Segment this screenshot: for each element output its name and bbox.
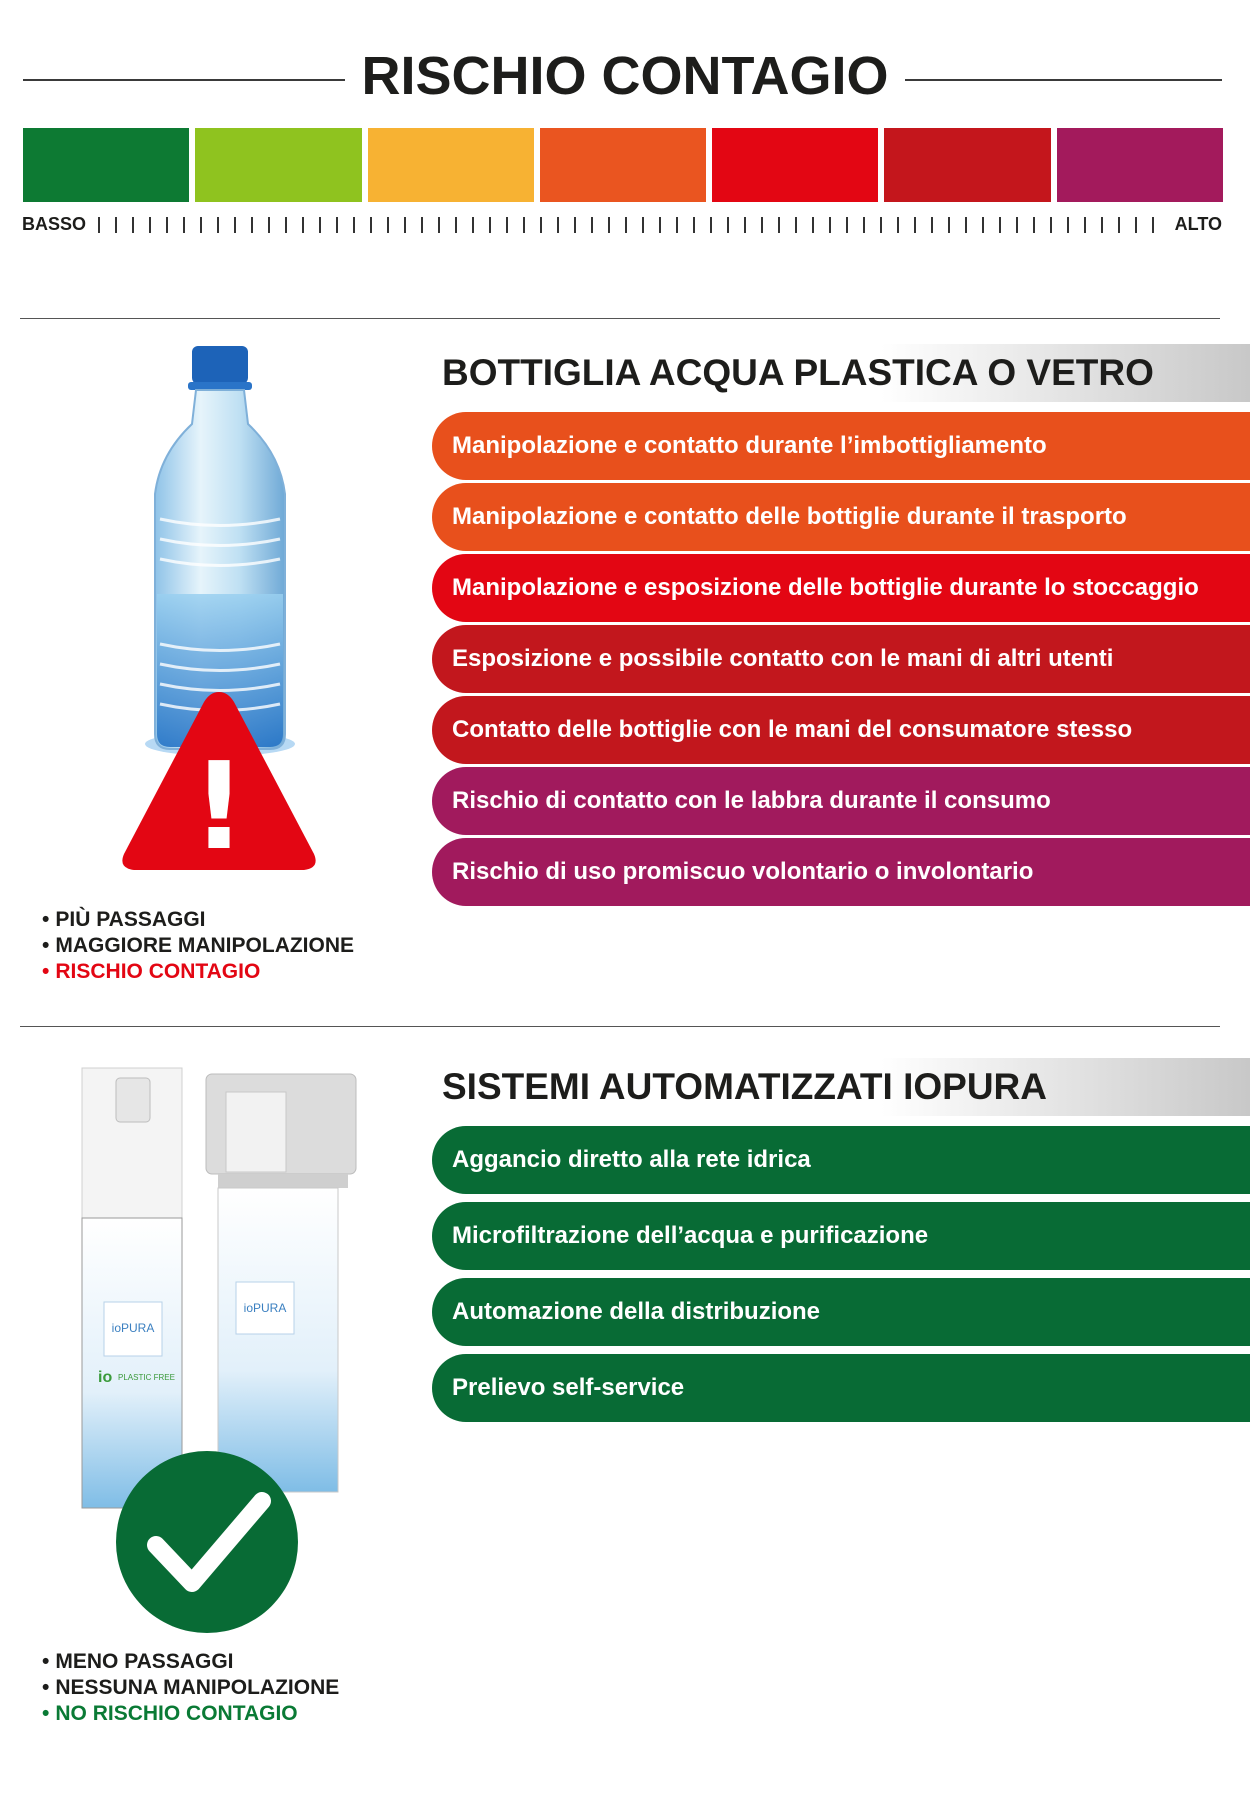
scale-ticks	[98, 217, 1156, 233]
bottle-risk-item: Manipolazione e contatto delle bottiglie durante il trasporto	[432, 483, 1250, 551]
front-plastic-free-badge: PLASTIC FREE	[118, 1373, 175, 1382]
iopura-bullet-list	[42, 1649, 339, 1727]
bottle-risk-item: Manipolazione e esposizione delle bottiglie durante lo stoccaggio	[432, 554, 1250, 622]
bottle-risk-item: Contatto delle bottiglie con le mani del consumatore stesso	[432, 696, 1250, 764]
scale-high-label: ALTO	[1174, 214, 1222, 234]
iopura-feature-item: Microfiltrazione dell’acqua e purificazione	[432, 1202, 1250, 1270]
bottle-risk-item: Manipolazione e contatto durante l’imbottigliamento	[432, 412, 1250, 480]
bottle-bullet-list	[42, 907, 354, 985]
bullet-point: • NO RISCHIO CONTAGIO	[42, 1701, 339, 1727]
bullet-point: • MAGGIORE MANIPOLAZIONE	[42, 933, 354, 959]
page-title-text: RISCHIO CONTAGIO	[345, 46, 904, 106]
bottle-risk-item: Rischio di uso promiscuo volontario o involontario	[432, 838, 1250, 906]
divider-top	[20, 318, 1220, 319]
scale-segment-3	[368, 128, 540, 202]
risk-scale-labels	[22, 214, 1222, 236]
iopura-feature-item: Automazione della distribuzione	[432, 1278, 1250, 1346]
bullet-point: • PIÙ PASSAGGI	[42, 907, 354, 933]
bullet-point: • RISCHIO CONTAGIO	[42, 959, 354, 985]
bottle-risk-item: Esposizione e possibile contatto con le mani di altri utenti	[432, 625, 1250, 693]
scale-segment-1	[23, 128, 195, 202]
bullet-point: • MENO PASSAGGI	[42, 1649, 339, 1675]
risk-color-scale	[23, 128, 1223, 202]
front-brand-label: ioPURA	[111, 1321, 155, 1335]
warning-triangle-icon	[118, 686, 320, 876]
scale-segment-7	[1057, 128, 1223, 202]
scale-low-label: BASSO	[22, 214, 87, 234]
iopura-section-title: SISTEMI AUTOMATIZZATI IOPURA	[430, 1058, 1250, 1116]
bullet-point: • NESSUNA MANIPOLAZIONE	[42, 1675, 339, 1701]
iopura-feature-list	[432, 1126, 1250, 1430]
divider-middle	[20, 1026, 1220, 1027]
iopura-feature-item: Prelievo self-service	[432, 1354, 1250, 1422]
page-title	[0, 44, 1250, 108]
check-circle-icon	[114, 1449, 300, 1635]
rear-brand-label: ioPURA	[243, 1301, 287, 1315]
scale-segment-5	[712, 128, 884, 202]
warning-exclamation: !	[191, 738, 247, 876]
scale-segment-2	[195, 128, 367, 202]
scale-segment-4	[540, 128, 712, 202]
bottle-section-title: BOTTIGLIA ACQUA PLASTICA O VETRO	[430, 344, 1250, 402]
iopura-feature-item: Aggancio diretto alla rete idrica	[432, 1126, 1250, 1194]
scale-segment-6	[884, 128, 1056, 202]
front-brand-logo: io	[98, 1369, 113, 1386]
bottle-risk-list	[432, 412, 1250, 909]
bottle-risk-item: Rischio di contatto con le labbra durante il consumo	[432, 767, 1250, 835]
